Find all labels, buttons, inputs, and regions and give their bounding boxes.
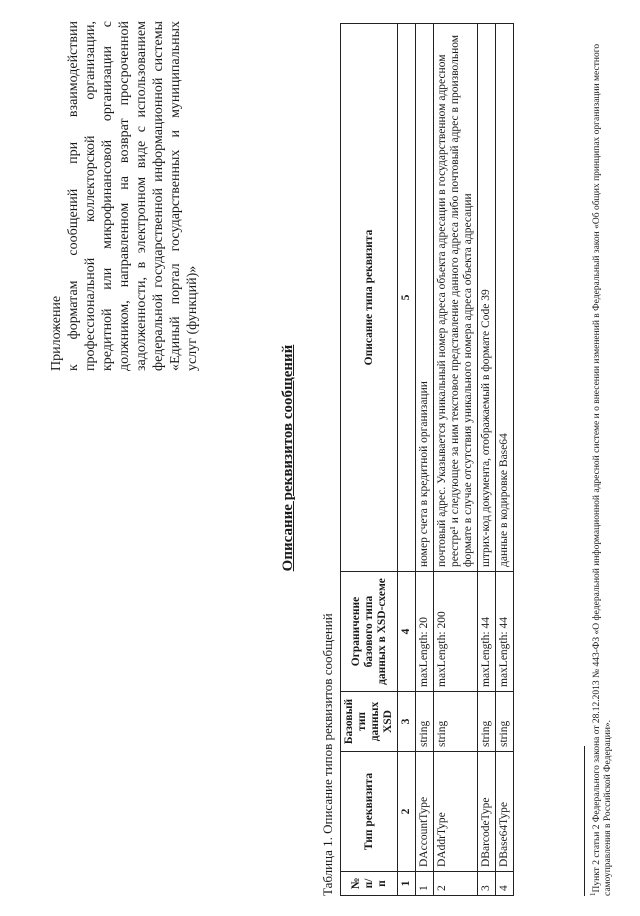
footnote-mark: 1 xyxy=(589,892,597,896)
cell-num: 3 xyxy=(478,872,496,896)
cell-limit: maxLength: 44 xyxy=(496,572,514,692)
colnum-2: 2 xyxy=(398,752,416,872)
cell-desc: почтовый адрес. Указывается уникальный номер адреса объекта адресации в государственном адресном реестре¹ и следующее за ним текстовое представление данного адреса либо почтовый адрес в произвольном формате в случае отсутствия уникального номера адреса объекта адресации xyxy=(434,24,478,572)
header-desc: Описание типа реквизита xyxy=(341,24,398,572)
header-limit: Ограничение базового типа данных в XSD-схеме xyxy=(341,572,398,692)
cell-base: string xyxy=(496,692,514,752)
section-title: Описание реквизитов сообщений xyxy=(280,344,296,572)
appendix-text: к форматам сообщений при взаимодействии профессиональной коллекторской организации, кредитной или микрофинансовой организации с должником, направленном на возврат просроченной задолженности, в электронном виде с использованием федеральной государственной информационной системы «Единый портал государственных и муниципальных услуг (функций)» xyxy=(66,21,200,371)
footnote xyxy=(588,16,614,896)
cell-type: DAddrType xyxy=(434,752,478,872)
cell-num: 1 xyxy=(416,872,434,896)
table-row xyxy=(478,24,496,896)
cell-base: string xyxy=(478,692,496,752)
colnum-5: 5 xyxy=(398,24,416,572)
cell-limit: maxLength: 44 xyxy=(478,572,496,692)
table-header-row xyxy=(341,24,398,896)
cell-desc: номер счета в кредитной организации xyxy=(416,24,434,572)
table-row xyxy=(434,24,478,896)
header-num: № п/п xyxy=(341,872,398,896)
footnote-text: Пункт 2 статьи 2 Федерального закона от 28.12.2013 № 443-ФЗ «О федеральной информационной адресной системе и о внесении изменений в Федеральный закон «Об общих принципах организации местного самоуправления в Российской Федерации». xyxy=(592,43,614,896)
cell-limit: maxLength: 20 xyxy=(416,572,434,692)
footnote-divider xyxy=(584,746,585,896)
cell-desc: данные в кодировке Base64 xyxy=(496,24,514,572)
table-row xyxy=(416,24,434,896)
requisites-table xyxy=(340,23,514,896)
cell-type: DAccountType xyxy=(416,752,434,872)
appendix-heading: Приложение xyxy=(49,295,64,371)
cell-type: DBarcodeType xyxy=(478,752,496,872)
table-caption: Таблица 1. Описание типов реквизитов сообщений xyxy=(320,613,335,896)
table-row xyxy=(496,24,514,896)
colnum-3: 3 xyxy=(398,692,416,752)
header-type: Тип реквизита xyxy=(341,752,398,872)
cell-type: DBase64Type xyxy=(496,752,514,872)
cell-base: string xyxy=(416,692,434,752)
cell-limit: maxLength: 200 xyxy=(434,572,478,692)
appendix-block xyxy=(48,21,201,371)
cell-num: 4 xyxy=(496,872,514,896)
cell-base: string xyxy=(434,692,478,752)
colnum-1: 1 xyxy=(398,872,416,896)
colnum-4: 4 xyxy=(398,572,416,692)
header-base: Базовый тип данных XSD xyxy=(341,692,398,752)
column-number-row xyxy=(398,24,416,896)
cell-num: 2 xyxy=(434,872,478,896)
cell-desc: штрих-код документа, отображаемый в формате Code 39 xyxy=(478,24,496,572)
